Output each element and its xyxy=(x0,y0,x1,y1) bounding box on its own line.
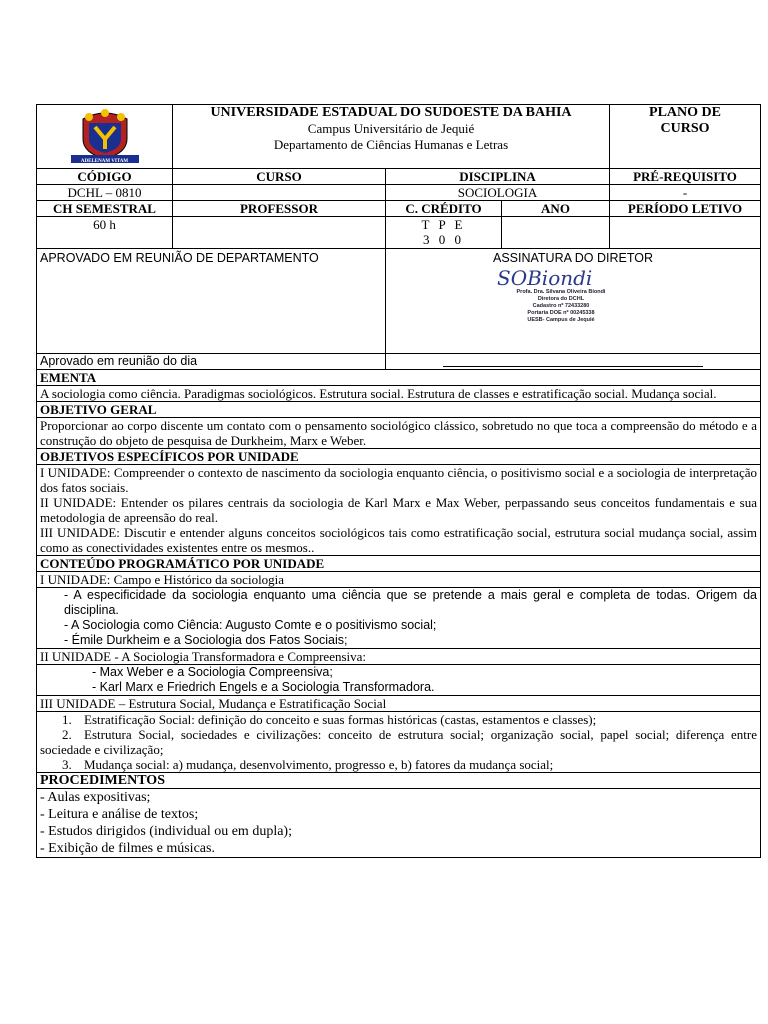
university-name: UNIVERSIDADE ESTADUAL DO SUDOESTE DA BAHIA xyxy=(210,105,572,120)
procedimento-item: - Estudos dirigidos (individual ou em dupla); xyxy=(40,824,292,839)
signatory-name: Profa. Dra. Silvana Oliveira Biondi xyxy=(516,289,606,295)
signatory-cadastro: Cadastro nº 72433280 xyxy=(532,303,590,309)
signature-stamp xyxy=(475,267,647,353)
institution-header xyxy=(173,105,610,169)
conteudo-1-item-3: - Émile Durkheim e a Sociologia dos Fatos Sociais; xyxy=(64,633,348,647)
credito-types: T P E xyxy=(421,217,466,232)
ementa-title: EMENTA xyxy=(37,370,761,386)
list-number: 1. xyxy=(62,712,72,727)
conteudo-unidade-1-list xyxy=(37,588,761,649)
course-plan-document xyxy=(36,104,760,858)
list-number: 2. xyxy=(62,727,72,742)
conteudo-unidade-2-list xyxy=(37,665,761,696)
curso-value xyxy=(173,185,386,201)
signatory-portaria: Portaria DOE nº 00245338 xyxy=(527,310,595,316)
list-number: 3. xyxy=(62,757,72,772)
conteudo-unidade-2-title: II UNIDADE - A Sociologia Transformadora e Compreensiva: xyxy=(37,649,761,665)
campus-name: Campus Universitário de Jequié xyxy=(307,121,475,136)
credito-numbers: 3 0 0 xyxy=(423,232,464,247)
signature-script: SOBiondi xyxy=(497,266,593,290)
procedimentos-list xyxy=(37,789,761,858)
codigo-label: CÓDIGO xyxy=(37,169,173,185)
list-text: Estratificação Social: definição do conceito e suas formas históricas (castas, estamentos e classes); xyxy=(84,712,597,727)
logo-motto: ADELENAM VITAM xyxy=(80,158,129,164)
course-plan-table xyxy=(36,104,761,858)
list-text: Estrutura Social, sociedades e civilizações: conceito de estrutura social; organização social, papel social; diferença entre sociedade e civilização; xyxy=(40,727,757,757)
conteudo-2-item-1: - Max Weber e a Sociologia Compreensiva; xyxy=(92,665,333,679)
disciplina-value: SOCIOLOGIA xyxy=(386,185,610,201)
conteudo-unidade-3-title: III UNIDADE – Estrutura Social, Mudança e Estratificação Social xyxy=(37,696,761,712)
ch-semestral-value: 60 h xyxy=(37,217,173,249)
approval-date-signature-line xyxy=(386,354,761,370)
objetivos-especificos-list xyxy=(37,465,761,556)
objetivo-unidade-2: II UNIDADE: Entender os pilares centrais da sociologia de Karl Marx e Max Weber, perpassando seus conceitos fundamentais e sua metodologia de apreensão do real. xyxy=(40,495,757,525)
ch-semestral-label: CH SEMESTRAL xyxy=(37,201,173,217)
curso-label: CURSO xyxy=(173,169,386,185)
conteudo-1-item-1: - A especificidade da sociologia enquanto uma ciência que se pretende a mais geral e completa de todas. Origem da disciplina. xyxy=(64,588,757,617)
department-approval-cell xyxy=(37,249,386,354)
credito-label: C. CRÉDITO xyxy=(386,201,502,217)
procedimento-item: - Leitura e análise de textos; xyxy=(40,807,199,822)
objetivo-geral-title: OBJETIVO GERAL xyxy=(37,402,761,418)
conteudo-3-item-1 xyxy=(40,712,757,727)
department-approval-label: APROVADO EM REUNIÃO DE DEPARTAMENTO xyxy=(40,251,319,265)
director-signature-label: ASSINATURA DO DIRETOR xyxy=(493,251,653,265)
objetivo-unidade-3: III UNIDADE: Discutir e entender alguns conceitos sociológicos tais como estratificação social, estrutura social mudança social, assim como as conectividades existentes entre os mesmos.. xyxy=(40,525,757,555)
credito-value xyxy=(386,217,502,249)
procedimentos-title: PROCEDIMENTOS xyxy=(37,773,761,789)
professor-label: PROFESSOR xyxy=(173,201,386,217)
conteudo-unidade-3-list xyxy=(37,712,761,773)
conteudo-3-item-2 xyxy=(40,727,757,757)
procedimento-item: - Aulas expositivas; xyxy=(40,790,151,805)
list-text: Mudança social: a) mudança, desenvolvimento, progresso e, b) fatores da mudança social; xyxy=(84,757,554,772)
conteudo-1-item-2: - A Sociologia como Ciência: Augusto Comte e o positivismo social; xyxy=(64,618,437,632)
professor-value xyxy=(173,217,386,249)
approval-date-label: Aprovado em reunião do dia xyxy=(37,354,386,370)
signatory-role: Diretora do DCHL xyxy=(537,296,585,302)
periodo-letivo-label: PERÍODO LETIVO xyxy=(610,201,761,217)
periodo-letivo-value xyxy=(610,217,761,249)
objetivo-unidade-1: I UNIDADE: Compreender o contexto de nascimento da sociologia enquanto ciência, o positivismo social e a sociologia de interpretação dos fatos sociais. xyxy=(40,465,757,495)
signatory-campus: UESB- Campus de Jequié xyxy=(527,317,595,323)
department-name: Departamento de Ciências Humanas e Letras xyxy=(273,137,509,152)
disciplina-label: DISCIPLINA xyxy=(386,169,610,185)
procedimento-item: - Exibição de filmes e músicas. xyxy=(40,841,215,856)
objetivos-especificos-title: OBJETIVOS ESPECÍFICOS POR UNIDADE xyxy=(37,449,761,465)
document-type: PLANO DE CURSO xyxy=(610,105,761,169)
logo-cell xyxy=(37,105,173,169)
codigo-value: DCHL – 0810 xyxy=(37,185,173,201)
ano-label: ANO xyxy=(502,201,610,217)
ano-value xyxy=(502,217,610,249)
conteudo-3-item-3 xyxy=(40,757,757,772)
university-crest-icon xyxy=(65,109,145,165)
director-signature-cell xyxy=(386,249,761,354)
pre-requisito-label: PRÉ-REQUISITO xyxy=(610,169,761,185)
conteudo-title: CONTEÚDO PROGRAMÁTICO POR UNIDADE xyxy=(37,556,761,572)
objetivo-geral-text: Proporcionar ao corpo discente um contato com o pensamento sociológico clássico, sobretudo no que toca a compreensão do método e a construção do objeto de pesquisa de Durkheim, Marx e Weber. xyxy=(37,418,761,449)
signature-area xyxy=(389,251,757,353)
ementa-text: A sociologia como ciência. Paradigmas sociológicos. Estrutura social. Estrutura de classes e estratificação social. Mudança social. xyxy=(37,386,761,402)
conteudo-2-item-2: - Karl Marx e Friedrich Engels e a Sociologia Transformadora. xyxy=(92,680,435,694)
pre-requisito-value: - xyxy=(610,185,761,201)
conteudo-unidade-1-title: I UNIDADE: Campo e Histórico da sociologia xyxy=(37,572,761,588)
